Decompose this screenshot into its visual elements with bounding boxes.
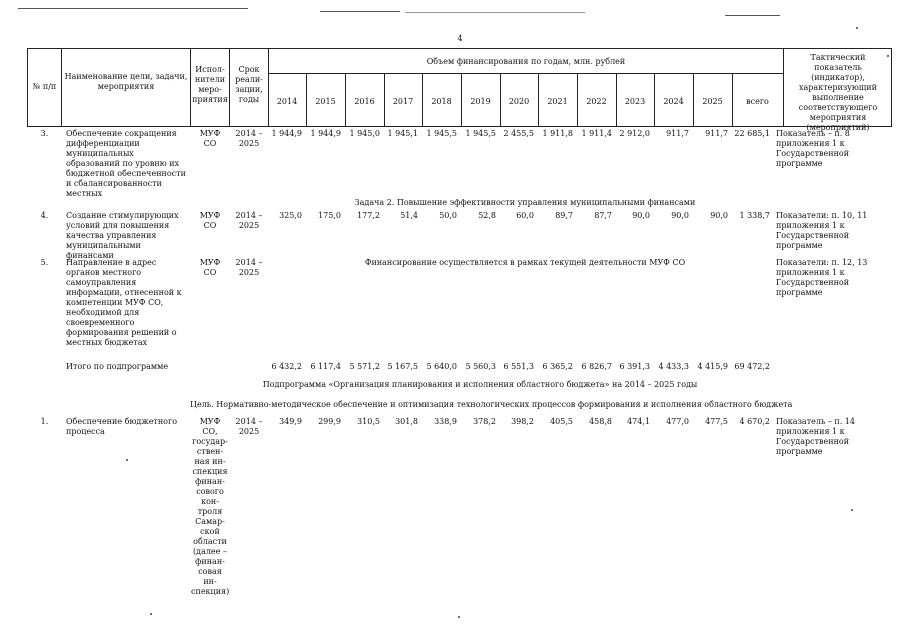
value-cell: 398,2	[511, 417, 534, 426]
value-cell: 1 944,9	[310, 129, 341, 138]
table-header-bottom	[27, 126, 892, 127]
value-cell: 1 911,4	[581, 129, 612, 138]
total-value: 6 365,2	[542, 362, 573, 371]
year-header: 2018	[431, 97, 452, 106]
value-cell: 911,7	[666, 129, 689, 138]
total-value: 5 640,0	[426, 362, 457, 371]
row-executor: МУФ СО, государ- ствен- ная ин- спекция финан- сового кон- троля Самар- ской области (далее – финан- совая ин- спекция)	[191, 417, 230, 596]
header-indicator: Тактический показатель (индикатор), характеризующий выполнение соответствующего мероприятия (мероприятий)	[798, 53, 878, 132]
row-indicator: Показатель – п. 14 приложения 1 к Государственной программе	[776, 417, 855, 456]
scan-speck	[126, 459, 128, 461]
value-cell: 60,0	[516, 211, 534, 220]
year-header: 2016	[354, 97, 375, 106]
value-cell: 338,9	[434, 417, 457, 426]
value-cell: 477,5	[705, 417, 728, 426]
total-value: 4 415,9	[697, 362, 728, 371]
value-cell: 310,5	[357, 417, 380, 426]
scan-artifact	[320, 11, 400, 12]
value-cell: 87,7	[594, 211, 612, 220]
col-border	[891, 48, 892, 127]
funding-note: Финансирование осуществляется в рамках текущей деятельности МУФ СО	[364, 258, 686, 267]
value-cell: 1 945,0	[349, 129, 380, 138]
header-term: Срок реали- зации, годы	[235, 65, 263, 104]
row-number: 3.	[40, 129, 49, 138]
year-header: 2022	[586, 97, 607, 106]
value-cell: 477,0	[666, 417, 689, 426]
row-number: 4.	[40, 211, 49, 220]
goal-heading: Цель. Нормативно-методическое обеспечение и оптимизация технологических процессов формирования и исполнения областного бюджета	[190, 400, 793, 409]
value-cell: 50,0	[439, 211, 457, 220]
header-executors: Испол- нители меро- приятия	[192, 65, 228, 104]
row-name: Создание стимулирующих условий для повышения качества управления муниципальными финансами	[66, 211, 179, 260]
year-header: 2017	[392, 97, 414, 106]
row-indicator: Показатели: п. 12, 13 приложения 1 к Государственной программе	[776, 258, 868, 297]
total-value: 4 433,3	[658, 362, 689, 371]
total-value: 6 826,7	[581, 362, 612, 371]
value-cell: 1 911,8	[542, 129, 573, 138]
value-cell: 52,8	[478, 211, 496, 220]
value-cell-total: 4 670,2	[739, 417, 770, 426]
table-top-border	[27, 48, 892, 49]
row-number: 1.	[40, 417, 49, 426]
value-cell: 325,0	[279, 211, 302, 220]
value-cell: 90,0	[632, 211, 650, 220]
scan-artifact	[18, 8, 248, 9]
value-cell: 405,5	[550, 417, 573, 426]
row-executor: МУФ СО	[199, 211, 221, 230]
value-cell-total: 1 338,7	[739, 211, 770, 220]
year-header: 2025	[702, 97, 723, 106]
scan-speck	[150, 613, 152, 615]
total-value: 5 571,2	[349, 362, 380, 371]
value-cell-total: 22 685,1	[734, 129, 770, 138]
year-header: 2014	[276, 97, 298, 106]
year-header: 2019	[470, 97, 491, 106]
page-number: 4	[457, 34, 463, 43]
total-label: Итого по подпрограмме	[66, 362, 169, 371]
total-value: 6 391,3	[619, 362, 650, 371]
value-cell: 458,8	[589, 417, 612, 426]
scan-artifact	[725, 15, 780, 16]
value-cell: 1 945,5	[465, 129, 496, 138]
year-header-total: всего	[746, 97, 769, 106]
col-border	[61, 48, 62, 127]
scan-speck	[851, 509, 853, 511]
row-term: 2014 – 2025	[235, 129, 263, 148]
scan-artifact	[405, 12, 585, 13]
value-cell: 1 945,1	[387, 129, 418, 138]
row-name: Направление в адрес органов местного самоуправления информации, отнесенной к компетенции МУФ СО, необходимой для своевременного формирования решений о местных бюджетах	[66, 258, 182, 347]
year-header: 2020	[508, 97, 530, 106]
header-name: Наименование цели, задачи, мероприятия	[64, 72, 188, 91]
total-value-sum: 69 472,2	[734, 362, 770, 371]
value-cell: 301,8	[395, 417, 418, 426]
total-value: 6 432,2	[271, 362, 302, 371]
row-name: Обеспечение бюджетного процесса	[66, 417, 178, 436]
total-value: 5 167,5	[387, 362, 418, 371]
header-funding: Объем финансирования по годам, млн. рублей	[426, 57, 626, 66]
year-header: 2021	[547, 97, 568, 106]
value-cell: 51,4	[400, 211, 418, 220]
row-indicator: Показатели: п. 10, 11 приложения 1 к Государственной программе	[776, 211, 868, 250]
value-cell: 2 455,5	[503, 129, 534, 138]
total-value: 6 551,3	[503, 362, 534, 371]
value-cell: 177,2	[357, 211, 380, 220]
value-cell: 90,0	[671, 211, 689, 220]
value-cell: 2 912,0	[619, 129, 650, 138]
value-cell: 474,1	[627, 417, 650, 426]
header-number: № п/п	[32, 82, 57, 91]
value-cell: 911,7	[705, 129, 728, 138]
value-cell: 349,9	[279, 417, 302, 426]
value-cell: 90,0	[710, 211, 728, 220]
total-value: 5 560,3	[465, 362, 496, 371]
subprogram-heading: Подпрограмма «Организация планирования и исполнения областного бюджета» на 2014 – 2025 годы	[262, 380, 698, 389]
row-indicator: Показатель – п. 8 приложения 1 к Государственной программе	[776, 129, 850, 168]
scan-speck	[458, 616, 460, 618]
row-executor: МУФ СО	[199, 258, 221, 277]
value-cell: 299,9	[318, 417, 341, 426]
scan-speck	[856, 27, 858, 29]
value-cell: 1 944,9	[271, 129, 302, 138]
value-cell: 378,2	[473, 417, 496, 426]
row-term: 2014 – 2025	[235, 417, 263, 436]
value-cell: 89,7	[555, 211, 573, 220]
total-value: 6 117,4	[310, 362, 341, 371]
year-header: 2015	[315, 97, 336, 106]
row-term: 2014 – 2025	[235, 258, 263, 277]
row-executor: МУФ СО	[199, 129, 221, 148]
task-heading: Задача 2. Повышение эффективности управления муниципальными финансами	[354, 198, 696, 207]
col-border	[783, 48, 784, 127]
row-name: Обеспечение сокращения дифференциации муниципальных образований по уровню их бюджетной обеспеченности и сбалансированности местных	[66, 129, 186, 198]
row-term: 2014 – 2025	[235, 211, 263, 230]
value-cell: 1 945,5	[426, 129, 457, 138]
value-cell: 175,0	[318, 211, 341, 220]
row-number: 5.	[40, 258, 49, 267]
year-header: 2023	[624, 97, 646, 106]
year-header: 2024	[663, 97, 684, 106]
